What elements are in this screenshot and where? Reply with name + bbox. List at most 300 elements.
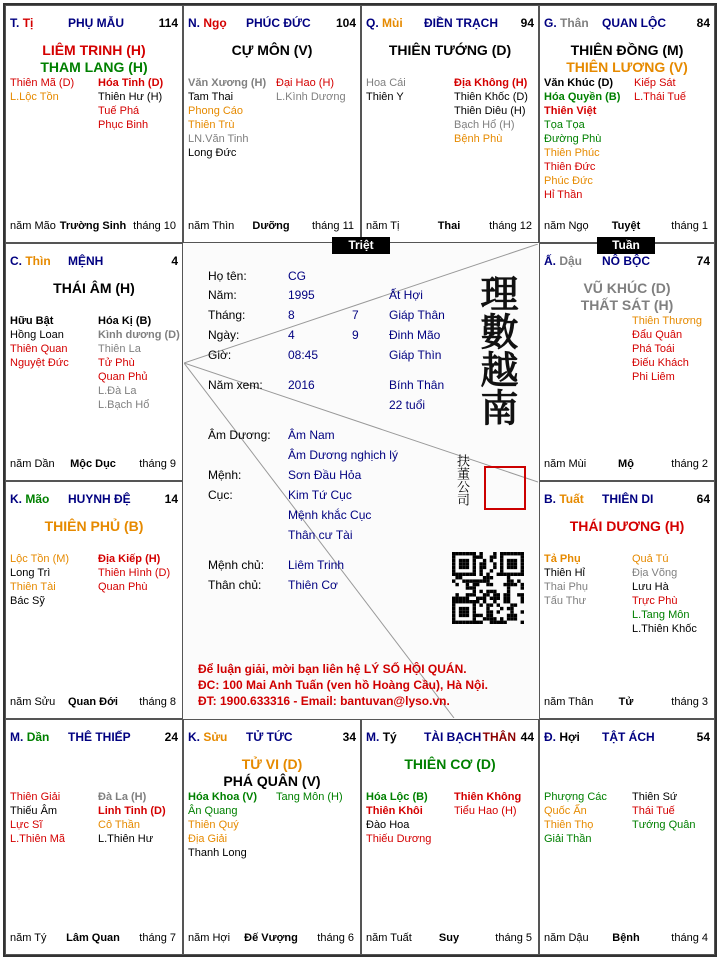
palace-name: THIÊN DI [602,492,654,506]
info-value: Thân cư Tài [288,528,353,542]
minor-star: L.Lộc Tồn [10,91,59,103]
palace-header [366,730,534,746]
minor-star: Thiên Quý [188,819,239,831]
palace-footer [544,696,708,710]
minor-star: Thiên Mã (D) [10,77,75,89]
contact-line: ĐC: 100 Mai Anh Tuấn (ven hồ Hoàng Cầu), Hà Nội. [198,678,489,692]
palace-age: 44 [520,730,534,744]
minor-star: Thiên Giải [10,791,61,803]
minor-star: Thiên Hỉ [544,567,585,579]
info-value: Âm Nam [288,428,335,442]
palace-header [544,254,710,270]
info-value: 1995 [288,288,315,302]
minor-stars-right [632,314,702,384]
minor-stars-right [632,790,696,832]
palace-age: 104 [335,16,356,30]
earthly-branch: Ngọ [203,16,227,30]
minor-star: Đà La (H) [98,791,147,803]
info-value: Ất Hợi [389,288,423,302]
can-chi [544,254,582,268]
minor-star: Thiên Y [366,91,404,103]
palace-footer [366,220,532,234]
palace-header [544,16,710,32]
palace-cell-than [539,5,715,243]
palace-name: TÀI BẠCH [424,730,482,744]
palace-name: PHÚC ĐỨC [246,16,311,30]
palace-header [10,492,178,508]
month-label: tháng 5 [495,932,532,944]
year-label: năm Sửu [10,696,56,708]
minor-stars-left [544,552,588,608]
earthly-branch: Thân [560,16,589,30]
qr-code [452,552,524,624]
minor-star: Địa Võng [632,567,678,579]
minor-star: Hóa Kị (B) [98,315,152,327]
minor-star: L.Đà La [98,385,137,397]
heavenly-stem: K. [10,492,22,506]
earthly-branch: Tuất [559,492,584,506]
year-label: năm Thìn [188,220,235,232]
truong-sinh-stage: Bệnh [612,932,640,944]
minor-star: Ân Quang [188,805,238,817]
minor-star: Hóa Lộc (B) [366,791,428,803]
month-label: tháng 2 [671,458,708,470]
heavenly-stem: G. [544,16,557,30]
minor-star: LN.Văn Tinh [188,133,249,145]
palace-cell-ngo [183,5,361,243]
minor-star: Quan Phủ [98,371,148,383]
contact-info [198,662,538,710]
year-label: năm Dậu [544,932,589,944]
year-label: năm Tuất [366,932,412,944]
minor-star: Bác Sỹ [10,595,45,607]
heavenly-stem: B. [544,492,556,506]
tuan-badge: Tuần [597,237,655,254]
info-value: Âm Dương nghịch lý [288,448,398,462]
truong-sinh-stage: Đế Vượng [244,932,298,944]
month-label: tháng 7 [139,932,176,944]
tuvi-chart [3,3,717,957]
palace-cell-mui [361,5,539,243]
earthly-branch: Tý [382,730,397,744]
minor-star: Hóa Tinh (D) [98,77,164,89]
minor-stars-right [98,790,166,846]
month-label: tháng 4 [671,932,708,944]
minor-star: L.Thiên Hư [98,833,154,845]
info-value: Sơn Đầu Hỏa [288,468,362,482]
palace-cell-dan [5,719,183,955]
heavenly-stem: M. [366,730,380,744]
minor-stars-right [454,790,521,818]
minor-star: Phượng Các [544,791,607,803]
year-label: năm Mão [10,220,56,232]
truong-sinh-stage: Quan Đới [68,696,118,708]
minor-stars-left [544,790,607,846]
minor-star: Văn Xương (H) [188,77,267,89]
minor-star: Thiếu Âm [10,805,58,817]
minor-star: Thiên Đức [544,161,596,173]
palace-name: THÊ THIẾP [68,730,131,744]
minor-star: Thiên Hình (D) [98,567,171,579]
minor-stars-right [276,76,346,104]
minor-star: Đại Hao (H) [276,77,335,89]
info-value: 08:45 [288,348,319,362]
minor-star: L.Thiên Khốc [632,623,697,635]
palace-age: 74 [696,254,710,268]
palace-header [10,730,178,746]
main-star: TỬ VI (D) [241,756,303,772]
minor-stars-right [634,76,686,104]
year-label: năm Tị [366,220,400,232]
minor-star: L.Bạch Hổ [98,399,150,411]
can-chi [10,254,51,268]
year-label: năm Mùi [544,458,587,470]
info-value: 8 [288,308,295,322]
minor-star: L.Tang Môn [632,609,690,621]
minor-star: Quốc Ấn [544,805,587,817]
minor-star: Hoa Cái [366,77,406,89]
minor-star: Hóa Khoa (V) [188,791,258,803]
minor-star: Tam Thai [188,91,234,103]
minor-star: Tuế Phá [98,105,140,117]
minor-stars-right [454,76,528,146]
earthly-branch: Mão [25,492,50,506]
info-label: Giờ: [208,348,232,362]
minor-star: Giải Thần [544,833,592,845]
minor-star: Phá Toái [632,343,675,355]
palace-header [544,730,710,746]
calligraphy-logo: 理數越南 [474,274,519,426]
palace-age: 34 [342,730,356,744]
minor-star: L.Thiên Mã [10,833,66,845]
info-label: Tháng: [208,308,246,322]
minor-star: Thiên Thương [632,315,703,327]
minor-star: Đường Phù [544,133,602,145]
heavenly-stem: T. [10,16,20,30]
palace-header [10,254,178,270]
earthly-branch: Dậu [559,254,583,268]
earthly-branch: Sửu [203,730,228,744]
palace-footer [10,932,176,946]
main-star: THIÊN PHỦ (B) [44,518,144,534]
minor-star: Lộc Tồn (M) [10,553,70,565]
minor-star: Kiếp Sát [634,77,676,89]
minor-star: Thái Tuế [632,805,675,817]
minor-star: Trực Phù [632,595,678,607]
minor-star: Tang Môn (H) [276,791,343,803]
seal-stamp: 扶董公司 [454,454,469,506]
info-value: 2016 [288,378,315,392]
heavenly-stem: N. [188,16,200,30]
palace-cell-mao [5,481,183,719]
minor-star: Đào Hoa [366,819,410,831]
minor-star: Quả Tú [632,553,669,565]
info-value: Kim Tứ Cục [288,488,352,502]
minor-star: Thiên Tài [10,581,56,593]
info-value: 22 tuổi [389,398,426,412]
minor-star: Đẩu Quân [632,329,683,341]
month-label: tháng 12 [489,220,532,232]
earthly-branch: Tị [22,16,34,30]
info-label: Họ tên: [208,269,247,283]
palace-name: QUAN LỘC [602,16,666,30]
palace-header [10,16,178,32]
palace-footer [544,458,708,472]
palace-age: 24 [164,730,178,744]
palace-cell-hoi [539,719,715,955]
palace-header [544,492,710,508]
minor-star: Cô Thần [98,819,140,831]
info-value: Thiên Cơ [288,578,338,592]
minor-star: Thanh Long [188,847,247,859]
minor-stars-right [276,790,343,804]
palace-age: 14 [164,492,178,506]
palace-header [366,16,534,32]
heavenly-stem: M. [10,730,24,744]
minor-star: Địa Không (H) [454,77,528,89]
minor-star: Lực Sĩ [10,819,43,831]
palace-cell-ti [5,5,183,243]
palace-age: 114 [158,16,178,30]
year-label: năm Tý [10,932,47,944]
truong-sinh-stage: Suy [438,932,460,944]
minor-star: Quan Phù [98,581,148,593]
palace-cell-tuat [539,481,715,719]
minor-star: Thiên Khôi [366,805,423,817]
palace-name: ĐIỀN TRẠCH [424,16,498,30]
year-label: năm Ngọ [544,220,589,232]
minor-star: Tả Phụ [544,553,581,565]
main-star: CỰ MÔN (V) [231,42,313,58]
minor-star: Thiên Sứ [632,791,678,803]
minor-star: Điếu Khách [632,357,689,369]
month-label: tháng 6 [317,932,354,944]
minor-star: Tướng Quân [632,819,696,831]
heavenly-stem: Ấ. [544,254,556,268]
heavenly-stem: Đ. [544,730,556,744]
minor-star: Nguyệt Đức [10,357,69,369]
main-star: LIÊM TRINH (H) [42,42,146,58]
main-star: THIÊN TƯỚNG (D) [388,42,512,58]
minor-stars-right [98,314,180,412]
minor-star: Thiếu Dương [366,833,432,845]
info-value: Giáp Thìn [389,348,442,362]
minor-star: Phục Binh [98,119,149,131]
minor-star: Thiên Phúc [544,147,600,159]
palace-cell-thin [5,243,183,481]
palace-name: HUYNH ĐỆ [68,492,131,506]
palace-footer [10,220,176,234]
info-label: Cục: [208,488,233,502]
main-star: VŨ KHÚC (D) [583,280,671,296]
palace-footer [544,220,708,234]
info-value: CG [288,269,306,283]
palace-cell-ty [361,719,539,955]
minor-star: Tiểu Hao (H) [454,805,517,817]
minor-star: L.Thái Tuế [634,91,686,103]
earthly-branch: Dần [26,730,50,744]
main-star: THIÊN LƯƠNG (V) [566,59,688,75]
minor-stars-left [10,314,69,370]
palace-footer [366,932,532,946]
can-chi [366,16,403,30]
truong-sinh-stage: Lâm Quan [66,932,120,944]
minor-star: Thiên Quan [10,343,68,355]
minor-star: Tấu Thư [544,595,587,607]
minor-star: Thiên La [98,343,141,355]
minor-star: Lưu Hà [632,581,669,593]
can-chi [544,16,589,30]
palace-footer [188,932,354,946]
palace-footer [10,696,176,710]
month-label: tháng 9 [139,458,176,470]
main-star: THIÊN ĐỒNG (M) [570,42,684,58]
contact-line: Để luận giải, mời bạn liên hệ LÝ SỐ HỘI QUÁN. [198,662,467,676]
minor-star: Thai Phụ [544,581,589,593]
info-value: Mệnh khắc Cục [288,508,372,522]
main-star: PHÁ QUÂN (V) [223,773,321,789]
month-label: tháng 3 [671,696,708,708]
minor-star: Địa Giải [188,833,228,845]
month-label: tháng 11 [311,220,354,232]
can-chi [10,730,49,744]
palace-name: NÔ BỘC [602,254,650,268]
red-seal [484,466,526,510]
qr-code-icon [452,552,524,624]
minor-stars-left [10,76,74,104]
info-value: Đinh Mão [389,328,441,342]
minor-star: Linh Tinh (D) [98,805,166,817]
info-value: 9 [352,328,359,342]
heavenly-stem: K. [188,730,200,744]
minor-star: Phúc Đức [544,175,593,187]
minor-star: Hóa Quyền (B) [544,91,621,103]
minor-stars-left [188,76,266,160]
earthly-branch: Thìn [25,254,51,268]
minor-stars-right [98,76,163,132]
earthly-branch: Hợi [559,730,580,744]
minor-star: Bệnh Phù [454,133,503,145]
year-label: năm Thân [544,696,594,708]
palace-cell-dau [539,243,715,481]
info-value: Liêm Trinh [288,558,345,572]
minor-star: Thiên Việt [544,105,597,117]
minor-star: Tọa Tọa [544,119,585,131]
palace-footer [544,932,708,946]
can-chi [188,730,227,744]
palace-cell-suu [183,719,361,955]
minor-star: Thiên Diêu (H) [454,105,526,117]
info-label: Thân chủ: [208,578,262,592]
minor-star: Văn Khúc (D) [544,77,614,89]
info-label: Mệnh: [208,468,242,482]
minor-star: Phong Cáo [188,105,244,117]
minor-stars-left [188,790,257,860]
earthly-branch: Mùi [382,16,403,30]
minor-star: Hỉ Thần [544,189,583,201]
month-label: tháng 8 [139,696,176,708]
triet-badge: Triệt [332,237,390,254]
truong-sinh-stage: Thai [437,220,461,232]
palace-footer [10,458,176,472]
truong-sinh-stage: Dưỡng [252,220,290,232]
minor-star: Thiên Thọ [544,819,594,831]
minor-star: L.Kình Dương [276,91,346,103]
heavenly-stem: C. [10,254,22,268]
palace-age: 4 [171,254,178,268]
center-panel [184,244,538,718]
info-label: Năm: [208,288,237,302]
contact-line: ĐT: 1900.633316 - Email: bantuvan@lyso.vn. [198,694,450,708]
than-marker: THÂN [482,730,516,744]
info-value: Giáp Thân [389,308,445,322]
month-label: tháng 1 [671,220,708,232]
truong-sinh-stage: Tử [618,696,634,708]
year-label: năm Hợi [188,932,231,944]
info-value: 7 [352,308,359,322]
minor-stars-left [366,76,406,104]
palace-name: MỆNH [68,254,104,268]
minor-star: Kình dương (D) [98,329,180,341]
minor-stars-right [632,552,697,636]
year-label: năm Dần [10,458,55,470]
info-value: 4 [288,328,295,342]
main-star: THÁI DƯƠNG (H) [569,518,685,534]
palace-name: TẬT ÁCH [602,730,655,744]
minor-star: Thiên Hư (H) [98,91,163,103]
can-chi [544,492,584,506]
info-label: Năm xem: [208,378,263,392]
palace-header [188,16,356,32]
info-label: Ngày: [208,328,240,342]
month-label: tháng 10 [133,220,176,232]
main-star: THIÊN CƠ (D) [404,756,496,772]
main-star: THAM LANG (H) [40,59,148,75]
palace-age: 54 [696,730,710,744]
can-chi [544,730,580,744]
palace-header [188,730,356,746]
info-value: Bính Thân [389,378,445,392]
truong-sinh-stage: Tuyệt [611,220,641,232]
minor-star: Bạch Hổ (H) [454,119,515,131]
heavenly-stem: Q. [366,16,379,30]
can-chi [188,16,227,30]
minor-star: Hữu Bật [10,315,54,327]
truong-sinh-stage: Mộc Dục [70,458,116,470]
palace-age: 64 [696,492,710,506]
minor-stars-left [544,76,620,202]
main-star: THÁI ÂM (H) [53,280,135,296]
minor-stars-left [366,790,431,846]
minor-star: Thiên Trù [188,119,235,131]
truong-sinh-stage: Trường Sinh [59,220,127,232]
minor-star: Long Đức [188,147,237,159]
palace-age: 84 [696,16,710,30]
truong-sinh-stage: Mộ [618,458,634,470]
can-chi [10,16,33,30]
minor-star: Thiên Không [454,791,522,803]
minor-star: Phi Liêm [632,371,675,383]
minor-stars-right [98,552,170,594]
info-label: Âm Dương: [208,428,271,442]
palace-name: PHỤ MẪU [68,16,124,30]
minor-star: Tử Phù [98,357,135,369]
palace-footer [188,220,354,234]
palace-name: TỬ TỨC [246,730,293,744]
minor-star: Long Trì [10,567,51,579]
minor-stars-left [10,552,69,608]
can-chi [10,492,49,506]
